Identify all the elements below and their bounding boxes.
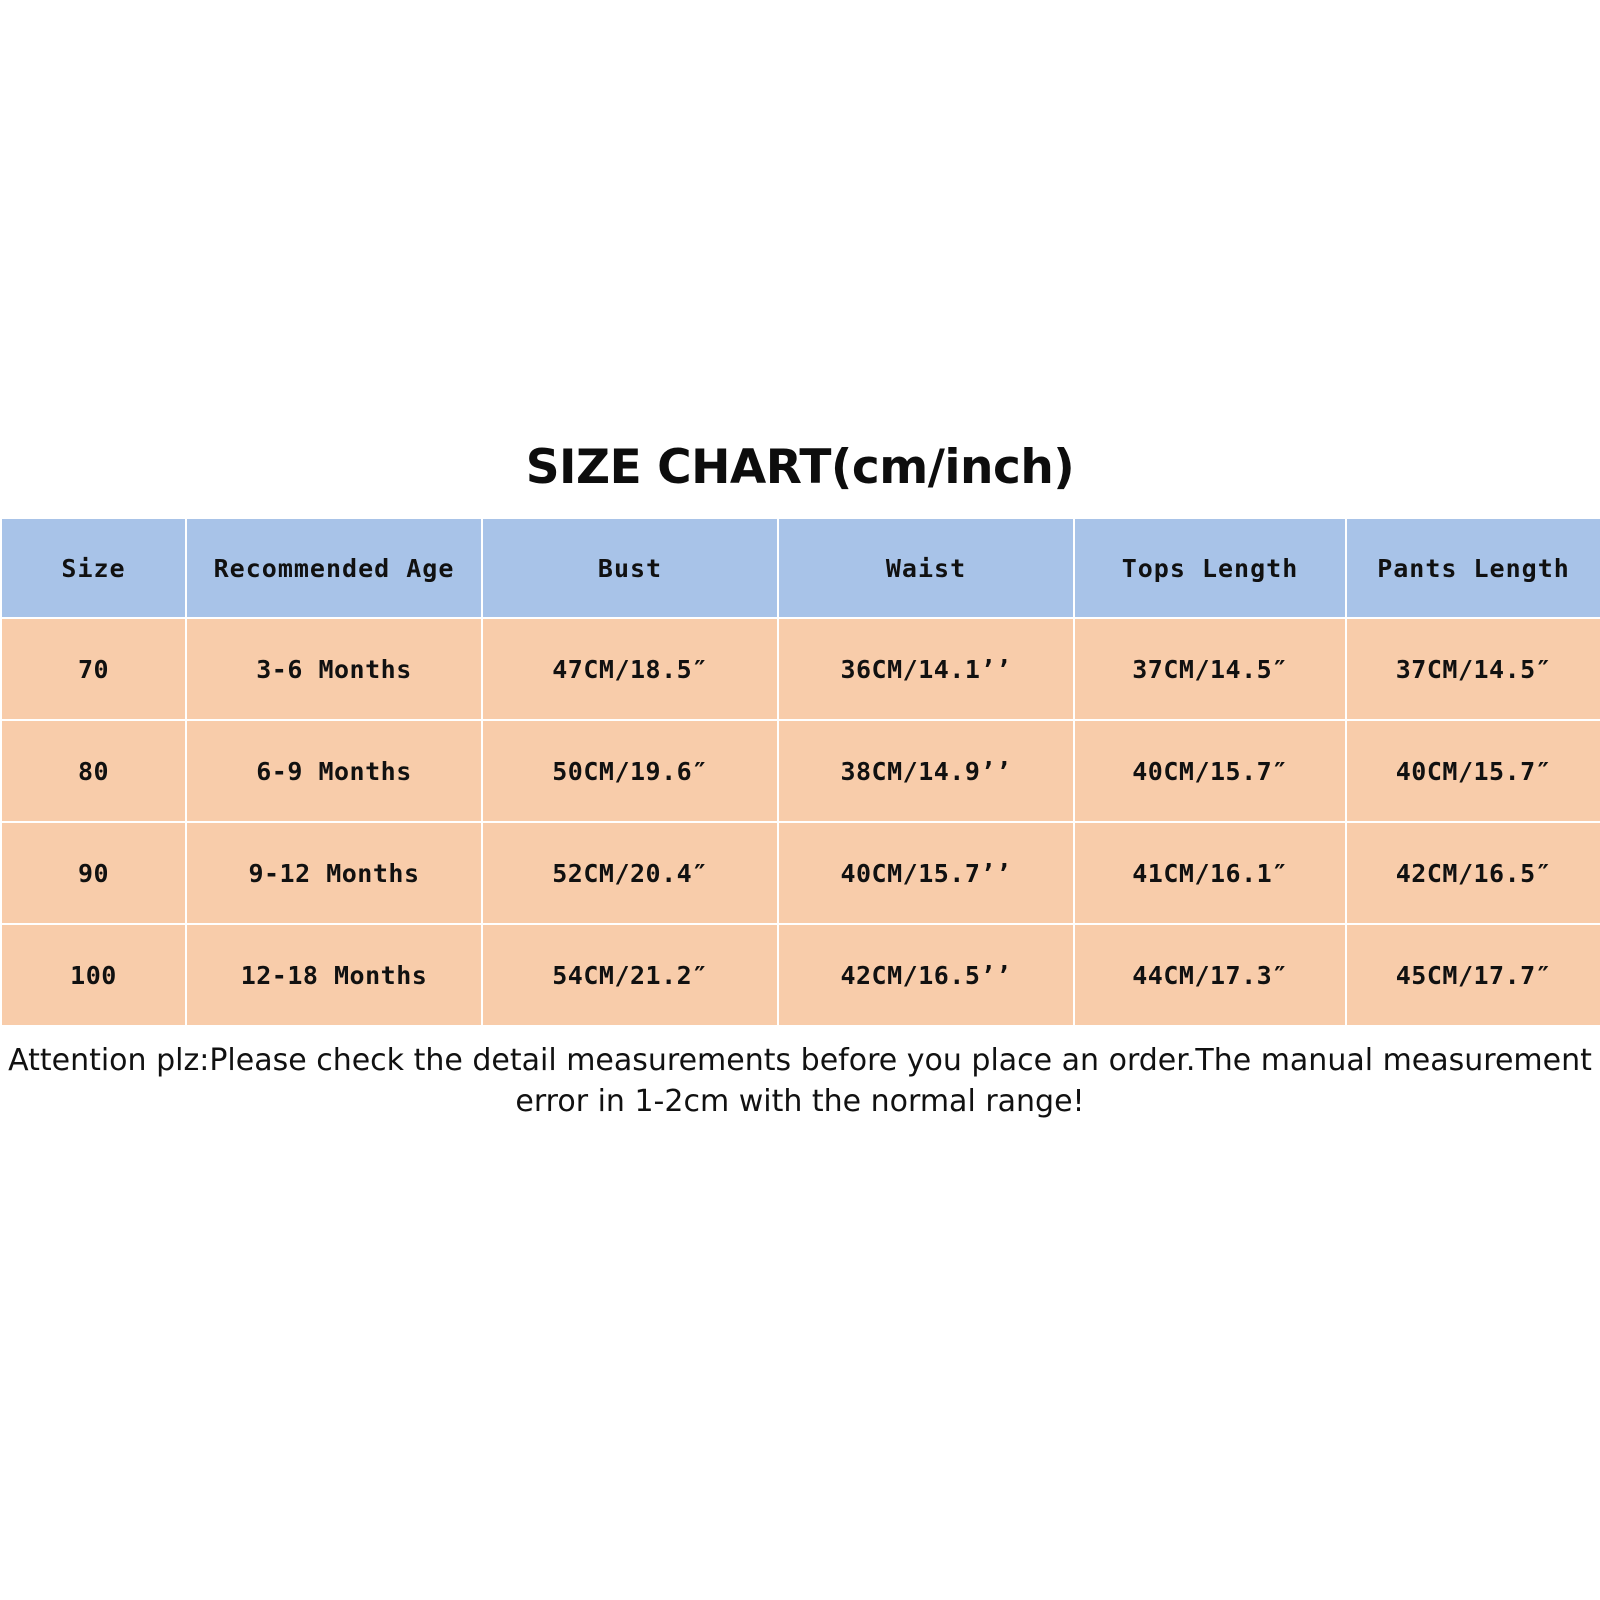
cell-size: 70	[1, 618, 186, 720]
cell-waist: 36CM/14.1’’	[778, 618, 1074, 720]
cell-pants-length: 42CM/16.5″	[1346, 822, 1600, 924]
chart-title: SIZE CHART(cm/inch)	[525, 440, 1075, 495]
cell-tops-length: 40CM/15.7″	[1074, 720, 1346, 822]
column-header-bust: Bust	[482, 518, 778, 618]
cell-recommended-age: 12-18 Months	[186, 924, 482, 1026]
cell-waist: 38CM/14.9’’	[778, 720, 1074, 822]
cell-size: 90	[1, 822, 186, 924]
size-chart-container	[0, 440, 1600, 1122]
cell-size: 80	[1, 720, 186, 822]
table-row	[1, 924, 1600, 1026]
cell-pants-length: 37CM/14.5″	[1346, 618, 1600, 720]
cell-bust: 47CM/18.5″	[482, 618, 778, 720]
cell-waist: 42CM/16.5’’	[778, 924, 1074, 1026]
table-row	[1, 618, 1600, 720]
cell-tops-length: 37CM/14.5″	[1074, 618, 1346, 720]
table-row	[1, 822, 1600, 924]
size-chart-table	[0, 517, 1600, 1027]
cell-recommended-age: 9-12 Months	[186, 822, 482, 924]
cell-pants-length: 40CM/15.7″	[1346, 720, 1600, 822]
measurement-note: Attention plz:Please check the detail measurements before you place an order.The manual measurement error in 1-2cm with the normal range!	[8, 1043, 1592, 1119]
cell-recommended-age: 6-9 Months	[186, 720, 482, 822]
cell-recommended-age: 3-6 Months	[186, 618, 482, 720]
column-header-tops-length: Tops Length	[1074, 518, 1346, 618]
cell-waist: 40CM/15.7’’	[778, 822, 1074, 924]
cell-tops-length: 44CM/17.3″	[1074, 924, 1346, 1026]
column-header-pants-length: Pants Length	[1346, 518, 1600, 618]
table-row	[1, 720, 1600, 822]
column-header-recommended-age: Recommended Age	[186, 518, 482, 618]
cell-bust: 52CM/20.4″	[482, 822, 778, 924]
column-header-waist: Waist	[778, 518, 1074, 618]
table-header-row	[1, 518, 1600, 618]
cell-tops-length: 41CM/16.1″	[1074, 822, 1346, 924]
cell-bust: 50CM/19.6″	[482, 720, 778, 822]
cell-bust: 54CM/21.2″	[482, 924, 778, 1026]
cell-pants-length: 45CM/17.7″	[1346, 924, 1600, 1026]
cell-size: 100	[1, 924, 186, 1026]
column-header-size: Size	[1, 518, 186, 618]
